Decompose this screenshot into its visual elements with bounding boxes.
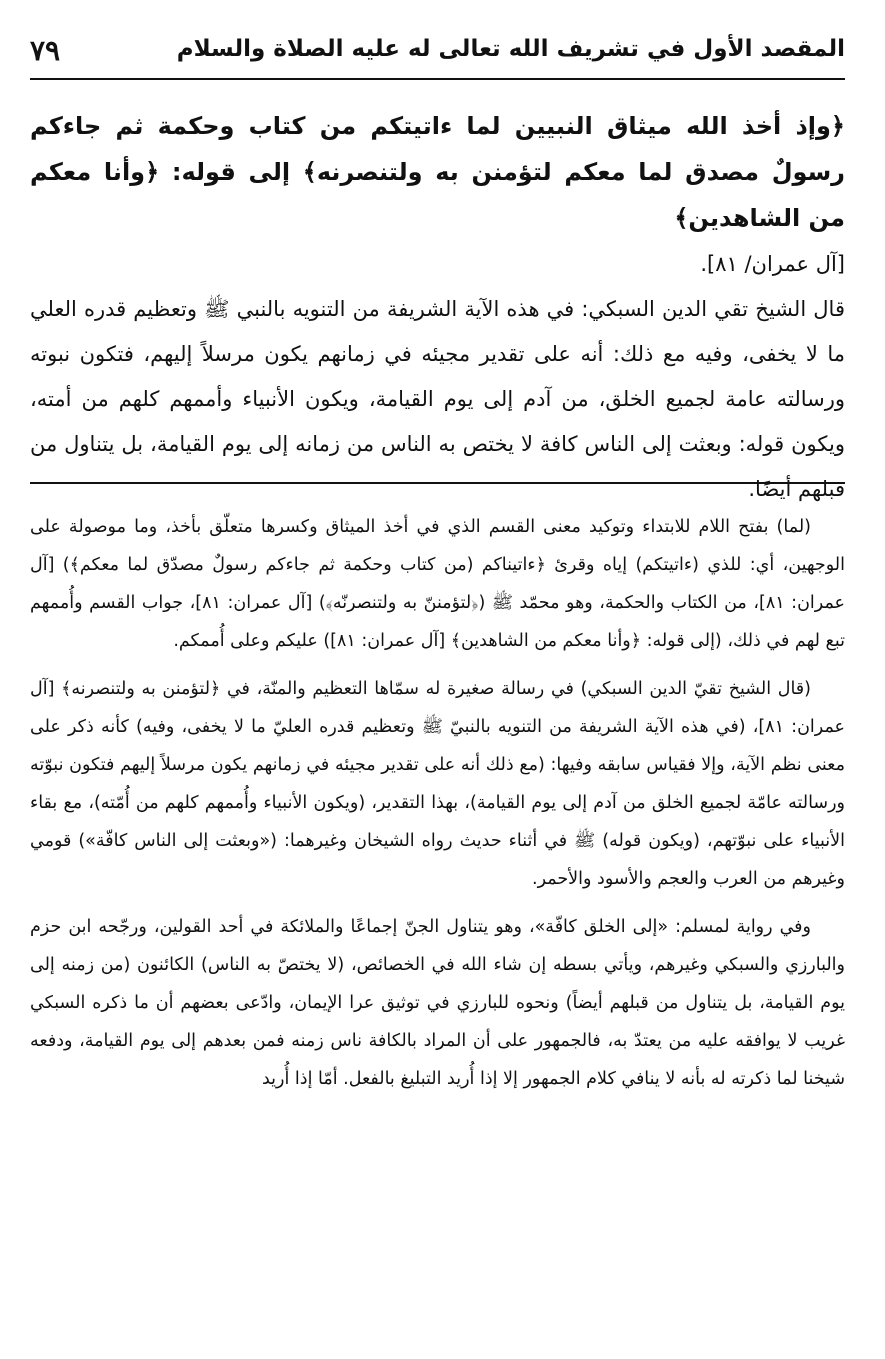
running-title: المقصد الأول في تشريف الله تعالى له عليه الصلاة والسلام (176, 36, 845, 62)
verse-reference: [آل عمران/ ٨١]. (700, 252, 845, 276)
quranic-verse-block (30, 104, 845, 287)
page-number: ٧٩ (30, 34, 61, 67)
commentary-paragraph-3: وفي رواية لمسلم: «إلى الخلق كافّة»، وهو يتناول الجنّ إجماعًا والملائكة في أحد القولين، ورجّحه ابن حزم والبارزي والسبكي وغيرهم، ويأتي بسطه إن شاء الله في الخصائص، (لا يختصّ به الناس) الكائنون (من زمنه إلى يوم القيامة، بل يتناول من قبلهم أيضاً) ونحوه للبارزي في توثيق عرا الإيمان، وادّعى بعضهم أن ما ذكره السبكي غريب لا يوافقه عليه من يعتدّ به، فالجمهور على أن المراد بالكافة ناس زمنه فمن بعدهم إلى يوم القيامة، ودفعه شيخنا لما ذكرته له بأنه لا ينافي كلام الجمهور إلا إذا أُريد التبليغ بالفعل. أمّا إذا أُريد (30, 917, 845, 1089)
section-divider (30, 482, 845, 484)
main-paragraph: قال الشيخ تقي الدين السبكي: في هذه الآية الشريفة من التنويه بالنبي ﷺ وتعظيم قدره العلي ما لا يخفى، وفيه مع ذلك: أنه على تقدير مجيئه في زمانهم يكون مرسلاً إليهم، فتكون نبوته ورسالته عامة لجميع الخلق، من آدم إلى يوم القيامة، ويكون الأنبياء وأممهم كلهم من أمته، ويكون قوله: وبعثت إلى الناس كافة لا يختص به الناس من زمانه إلى يوم القيامة، بل يتناول من قبلهم أيضًا. (30, 297, 845, 501)
quranic-verse: ﴿وإذ أخذ الله ميثاق النبيين لما ءاتيتكم من كتاب وحكمة ثم جاءكم رسولٌ مصدق لما معكم لتؤمنن به ولتنصرنه﴾ إلى قوله: ﴿وأنا معكم من الشاهدين﴾ (30, 112, 845, 232)
main-text (30, 104, 845, 512)
page-header (30, 28, 845, 80)
commentary-paragraph-1: (لما) بفتح اللام للابتداء وتوكيد معنى القسم الذي في أخذ الميثاق وكسرها متعلّق بأخذ، وما موصولة على الوجهين، أي: للذي (ءاتيتكم) إياه وقرئ ﴿ءاتيناكم (من كتاب وحكمة ثم جاءكم رسولٌ مصدّق لما معكم﴾) [آل عمران: ٨١]، من الكتاب والحكمة، وهو محمّد ﷺ (﴿لتؤمننّ به ولتنصرنّه﴾) [آل عمران: ٨١]، جواب القسم وأُممهم تبع لهم في ذلك، (إلى قوله: ﴿وأنا معكم من الشاهدين﴾ [آل عمران: ٨١]) عليكم وعلى أُممكم. (30, 517, 845, 651)
commentary (30, 508, 845, 1108)
commentary-paragraph-2: (قال الشيخ تقيّ الدين السبكي) في رسالة صغيرة له سمّاها التعظيم والمنّة، في ﴿لتؤمنن به ولتنصرنه﴾ [آل عمران: ٨١]، (في هذه الآية الشريفة من التنويه بالنبيّ ﷺ وتعظيم قدره العليّ ما لا يخفى، وفيه) كأنه ذكر على معنى نظم الآية، وإلا فقياس سابقه وفيها: (مع ذلك أنه على تقدير مجيئه في زمانهم يكون مرسلاً إليهم فتكون نبوّته ورسالته عامّة لجميع الخلق من آدم إلى يوم القيامة)، بهذا التقدير، (ويكون الأنبياء وأُممهم كلهم من أُمّته)، مع بقاء الأنبياء على نبوّتهم، (ويكون قوله) ﷺ في أثناء حديث رواه الشيخان وغيرهما: («وبعثت إلى الناس كافّة») قومي وغيرهم من العرب والعجم والأسود والأحمر. (30, 679, 845, 889)
